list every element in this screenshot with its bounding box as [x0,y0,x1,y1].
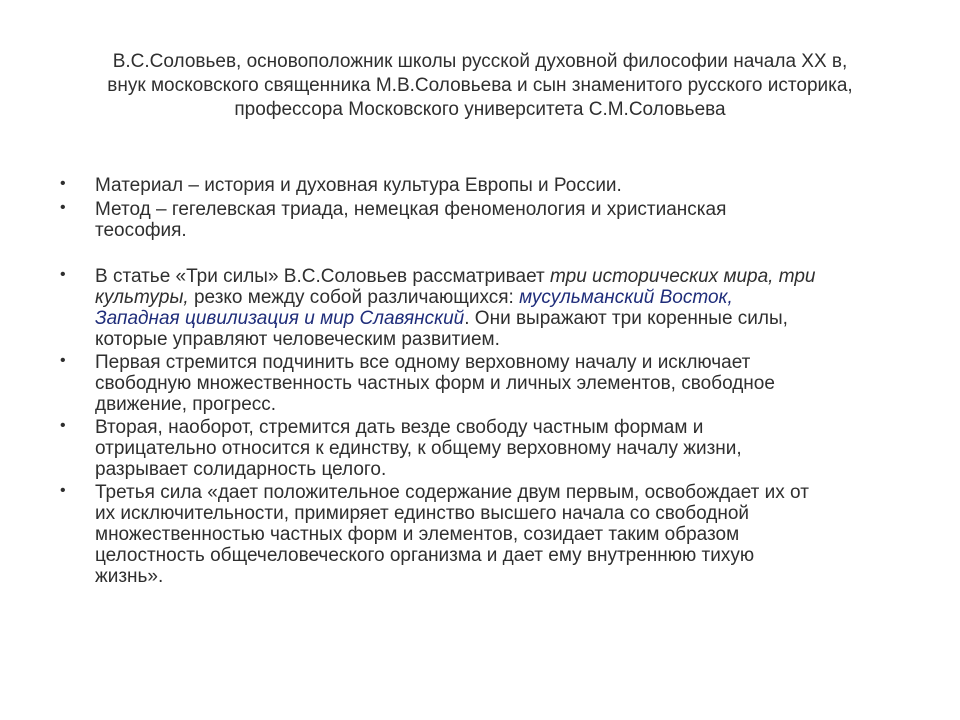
bullet-line: теософия. [95,220,187,241]
bullet-line: которые управляют человеческим развитием. [95,329,500,350]
highlight-text: Западная цивилизация и мир Славянский [95,308,465,329]
bullet-text [95,482,915,587]
bullet-line: Материал – история и духовная культура Европы и России. [95,175,622,196]
bullet-line: целостность общечеловеческого организма и дает ему внутреннюю тихую [95,545,755,566]
bullet-marker: • [60,482,66,499]
plain-text: резко между собой различающихся: [188,287,520,308]
bullet-marker: • [60,352,66,369]
plain-text: . Они выражают три коренные силы, [464,308,788,329]
bullet-line: множественностью частных форм и элементов, созидает таким образом [95,524,740,545]
title-line: В.С.Соловьев, основоположник школы русской духовной философии начала ХХ в, [112,51,848,72]
italic-text: три исторических мира, три [550,266,816,287]
bullet-line: Вторая, наоборот, стремится дать везде свободу частным формам и [95,417,704,438]
bullet-marker: • [60,199,66,216]
bullet-line: свободную множественность частных форм и личных элементов, свободное [95,373,775,394]
bullet-line: Метод – гегелевская триада, немецкая феноменология и христианская [95,199,727,220]
bullet-marker: • [60,417,66,434]
bullet-line: Первая стремится подчинить все одному верховному началу и исключает [95,352,751,373]
bullet-marker: • [60,175,66,192]
bullet-line [95,287,915,308]
highlight-text: мусульманский Восток, [519,287,733,308]
bullet-line: их исключительности, примиряет единство высшего начала со свободной [95,503,750,524]
bullet-line: жизнь». [95,566,164,587]
bullet-text [95,417,915,480]
bullet-text [95,175,915,196]
italic-text: культуры, [95,287,189,308]
bullet-text [95,352,915,415]
bullet-text [95,199,915,241]
bullet-text [95,266,915,350]
bullet-line [95,308,915,329]
title-line: внук московского священника М.В.Соловьева и сын знаменитого русского историка, [107,75,853,96]
bullet-line: движение, прогресс. [95,394,277,415]
bullet-line: отрицательно относится к единству, к общему верховному началу жизни, [95,438,742,459]
bullet-marker: • [60,266,66,283]
title-line: профессора Московского университета С.М.Соловьева [234,99,726,120]
bullet-line: Третья сила «дает положительное содержание двум первым, освобождает их от [95,482,809,503]
bullet-line [95,266,915,287]
plain-text: В статье «Три силы» В.С.Соловьев рассматривает [95,266,551,287]
bullet-line: разрывает солидарность целого. [95,459,387,480]
